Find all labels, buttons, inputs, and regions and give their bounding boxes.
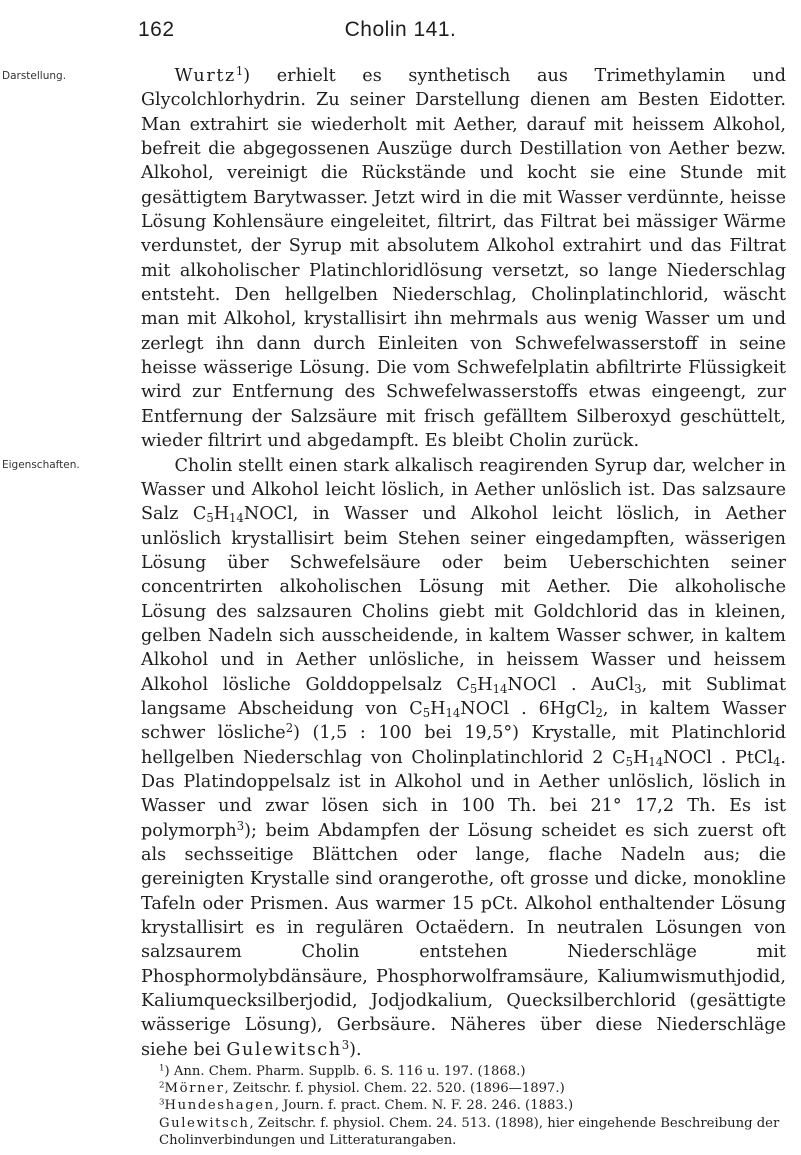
footnote-text: ) Ann. Chem. Pharm. Supplb. 6. S. 116 u. 197. (1868.) xyxy=(164,1064,526,1079)
text-run: , in kaltem Wasser schwer lösliche xyxy=(141,698,786,744)
footnote-mark: 1 xyxy=(159,1063,165,1074)
text-run: NOCl . 6HgCl xyxy=(460,698,596,719)
text-run: NOCl . AuCl xyxy=(507,674,635,695)
running-title: Cholin 141. xyxy=(344,18,457,41)
margin-note-darstellung: Darstellung. xyxy=(2,70,67,82)
footnote-3-continued xyxy=(141,1115,791,1149)
paragraph-darstellung xyxy=(141,64,786,454)
body-text xyxy=(141,64,786,1062)
footnote-3 xyxy=(141,1097,791,1114)
text-run: ); beim Abdampfen der Lösung scheidet es sich zuerst oft als sechsseitige Blättchen oder lange, flache Nadeln aus; die gereinigten Krystalle sind orangerothe, oft grosse und dicke, monokline Tafeln oder Prismen. Aus warmer 15 pCt. Alkohol enthaltender Lösung krystallisirt es in regulären Octaëdern. In neutralen Lösungen von salzsaurem Cholin entstehen Niederschläge mit Phosphormolybdänsäure, Phosphorwolframsäure, Kaliumwismuthjodid, Kaliumquecksilberjodid, Jodjodkalium, Quecksilberchlorid (gesättigte wässerige Lösung), Gerbsäure. Näheres über diese Niederschläge siehe bei xyxy=(141,820,786,1060)
footnote-mark: 2 xyxy=(159,1080,165,1091)
subscript: 5 xyxy=(625,754,633,769)
subscript: 14 xyxy=(445,705,461,720)
text-run: , mit Sublimat langsame Abscheidung von C xyxy=(141,674,787,719)
footnote-text: , Zeitschr. f. physiol. Chem. 24. 513. (1898), hier eingehende Beschreibung der Cholinverbindungen und Litteraturangaben. xyxy=(159,1115,780,1148)
subscript: 14 xyxy=(229,511,244,526)
footnote-author: Hundeshagen xyxy=(164,1098,275,1114)
subscript: 4 xyxy=(773,754,781,769)
text-run: H xyxy=(632,747,649,768)
subscript: 3 xyxy=(634,681,642,696)
footnote-ref: 3 xyxy=(236,818,245,833)
footnote-2 xyxy=(141,1080,791,1097)
footnote-author: Gulewitsch xyxy=(159,1115,250,1131)
footnote-1 xyxy=(141,1063,791,1080)
subscript: 5 xyxy=(206,511,214,526)
author-name: Wurtz xyxy=(174,66,236,86)
paragraph-text: ) erhielt es synthetisch aus Trimethylamin und Glycolchlorhydrin. Zu seiner Darstellung dienen am Besten Eidotter. Man extrahirt sie wiederholt mit Aether, darauf mit heissem Alkohol, befreit die abgegossenen Auszüge durch Destillation von Aether bezw. Alkohol, vereinigt die Rückstände und kocht sie eine Stunde mit gesättigtem Barytwasser. Jetzt wird in die mit Wasser verdünnte, heisse Lösung Kohlensäure eingeleitet, filtrirt, das Filtrat bei mässiger Wärme verdunstet, der Syrup mit absolutem Alkohol extrahirt und das Filtrat mit alkoholischer Platinchloridlösung versetzt, so lange Niederschlag entsteht. Den hellgelben Niederschlag, Cholinplatinchlorid, wäscht man mit Alkohol, krystallisirt ihn mehrmals aus wenig Wasser um und zerlegt ihn dann durch Einleiten von Schwefelwasserstoff in seine heisse wässerige Lösung. Die vom Schwefelplatin abfiltrirte Flüssigkeit wird zur Entfernung des Schwefelwasserstoffs etwas eingeengt, zur Entfernung der Salzsäure mit frisch gefälltem Silberoxyd geschüttelt, wieder filtrirt und abgedampft. Es bleibt Cholin zurück. xyxy=(141,66,786,452)
author-name: Gulewitsch xyxy=(226,1039,342,1060)
footnote-ref: 3 xyxy=(341,1037,350,1052)
text-run: NOCl . PtCl xyxy=(663,747,774,768)
subscript: 14 xyxy=(492,681,508,696)
subscript: 2 xyxy=(595,705,603,720)
text-run: ) (1,5 : 100 bei 19,5°) Krystalle, mit Platinchlorid hellgelben Niederschlag von Cholinplatinchlorid 2 C xyxy=(141,723,786,768)
text-run: H xyxy=(213,504,230,525)
text-run: H xyxy=(430,698,446,719)
subscript: 5 xyxy=(469,681,478,696)
footnote-ref: 2 xyxy=(285,721,294,736)
footnote-ref: 1 xyxy=(235,64,244,79)
paragraph-eigenschaften xyxy=(141,454,786,1063)
text-run: ). xyxy=(349,1039,362,1060)
footnotes xyxy=(141,1063,791,1149)
text-run: . Das Platindoppelsalz ist in Alkohol und in Aether unlöslich, löslich in Wasser und zwar lösen sich in 100 Th. bei 21° 17,2 Th. Es ist polymorph xyxy=(141,747,786,841)
text-run: H xyxy=(477,674,493,695)
subscript: 14 xyxy=(648,754,664,769)
footnote-author: Mörner xyxy=(164,1081,225,1097)
footnote-mark: 3 xyxy=(159,1098,165,1109)
text-run: NOCl, in Wasser und Alkohol leicht löslich, in Aether unlöslich krystallisirt beim Stehen seiner eingedampften, wässerigen Lösung über Schwefelsäure oder beim Ueberschichten seiner concentrirten alkoholischen Lösung mit Aether. Die alkoholische Lösung des salzsauren Cholins giebt mit Goldchlorid das in kleinen, gelben Nadeln sich ausscheidende, in kaltem Wasser schwer, in kaltem Alkohol und in Aether unlösliche, in heissem Wasser und heissem Alkohol lösliche Golddoppelsalz C xyxy=(141,504,786,695)
page-header xyxy=(0,18,801,48)
footnote-text: , Journ. f. pract. Chem. N. F. 28. 246. (1883.) xyxy=(274,1098,574,1114)
page-number: 162 xyxy=(138,18,175,41)
footnote-text: , Zeitschr. f. physiol. Chem. 22. 520. (1896—1897.) xyxy=(224,1081,565,1097)
text-run: Cholin stellt einen stark alkalisch reagirenden Syrup dar, welcher in Wasser und Alkohol leicht löslich, in Aether unlöslich ist. Das salzsaure Salz C xyxy=(141,455,786,525)
margin-note-eigenschaften: Eigenschaften. xyxy=(2,459,80,471)
subscript: 5 xyxy=(422,705,431,720)
